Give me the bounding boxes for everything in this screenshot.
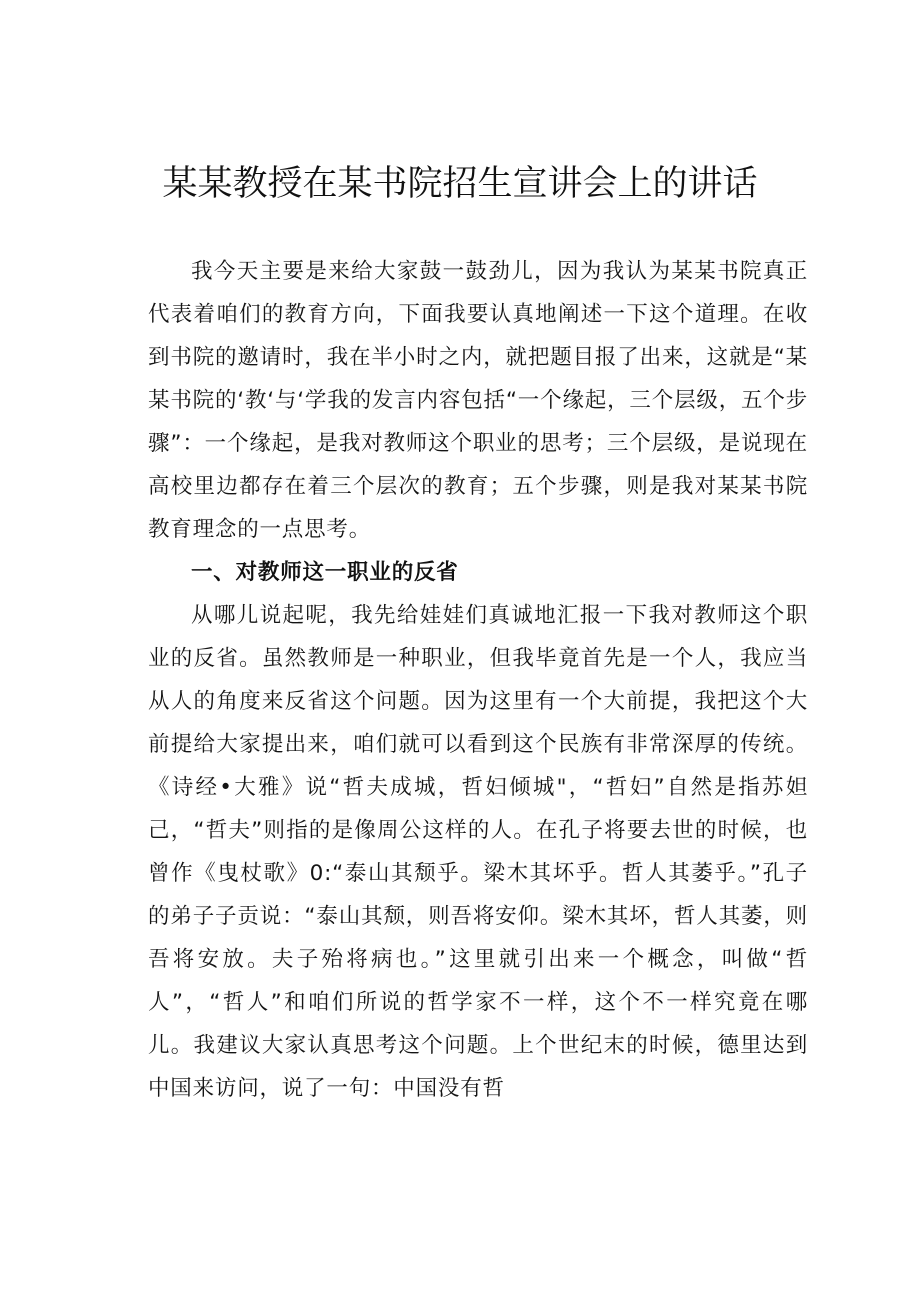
intro-paragraph: 我今天主要是来给大家鼓一鼓劲儿，因为我认为某某书院真正代表着咱们的教育方向，下面我要认真地阐述一下这个道理。在收到书院的邀请时，我在半小时之内，就把题目报了出来，这就是“某某书院的‘教‘与‘学我的发言内容包括“一个缘起，三个层级，五个步骤”：一个缘起，是我对教师这个职业的思考；三个层级，是说现在高校里边都存在着三个层次的教育；五个步骤，则是我对某某书院教育理念的一点思考。	[148, 259, 808, 542]
section-heading: 一、对教师这一职业的反省	[191, 560, 459, 585]
document-body	[148, 250, 808, 1110]
document-title: 某某教授在某书院招生宣讲会上的讲话	[162, 164, 758, 204]
section-paragraph: 从哪儿说起呢，我先给娃娃们真诚地汇报一下我对教师这个职业的反省。虽然教师是一种职业，但我毕竟首先是一个人，我应当从人的角度来反省这个问题。因为这里有一个大前提，我把这个大前提给大家提出来，咱们就可以看到这个民族有非常深厚的传统。《诗经•大雅》说“哲夫成城，哲妇倾城"，“哲妇”自然是指苏妲己，“哲夫”则指的是像周公这样的人。在孔子将要去世的时候，也曾作《曳杖歌》0:“泰山其颓乎。梁木其坏乎。哲人其萎乎。”孔子的弟子子贡说：“泰山其颓，则吾将安仰。梁木其坏，哲人其萎，则吾将安放。夫子殆将病也。”这里就引出来一个概念，叫做“哲人”，“哲人”和咱们所说的哲学家不一样，这个不一样究竟在哪儿。我建议大家认真思考这个问题。上个世纪末的时候，德里达到中国来访问，说了一句：中国没有哲	[148, 603, 808, 1101]
